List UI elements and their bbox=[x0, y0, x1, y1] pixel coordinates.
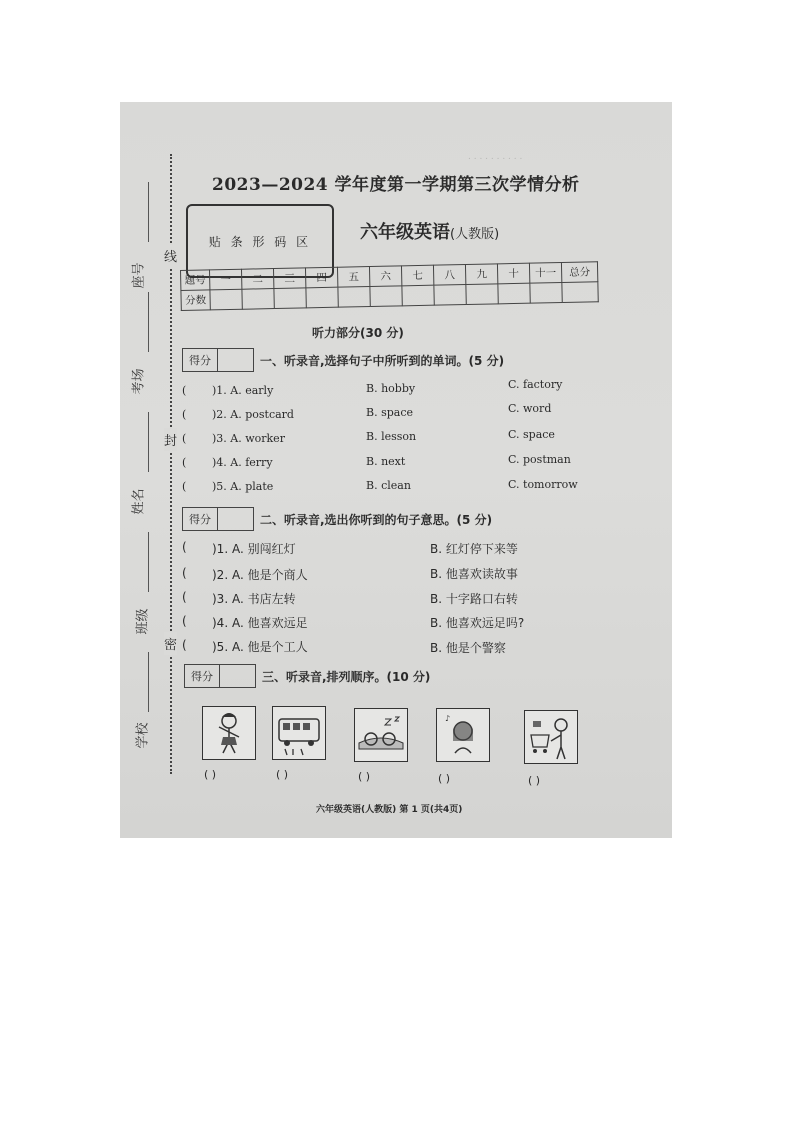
exam-title: 2023—2024 学年度第一学期第三次学情分析 bbox=[212, 175, 580, 195]
score-cell[interactable] bbox=[210, 289, 242, 310]
question-4-b: B. next bbox=[366, 455, 406, 468]
question-paren[interactable]: ( bbox=[182, 384, 187, 397]
score-box-label: 得分 bbox=[183, 349, 218, 371]
question-5-c: C. tomorrow bbox=[508, 478, 578, 491]
question-paren[interactable]: ( bbox=[182, 480, 187, 493]
score-cell[interactable] bbox=[434, 285, 466, 306]
score-cell[interactable] bbox=[530, 283, 562, 304]
score-box-label: 得分 bbox=[185, 665, 220, 687]
ghost-text: . . . . . . . . . . bbox=[468, 152, 523, 162]
score-col: 四 bbox=[305, 267, 337, 288]
score-col: 十一 bbox=[529, 263, 561, 284]
score-cell[interactable] bbox=[242, 289, 274, 310]
question-paren[interactable]: ( bbox=[182, 408, 187, 421]
score-cell[interactable] bbox=[338, 287, 370, 308]
score-box[interactable] bbox=[182, 507, 254, 531]
score-cell[interactable] bbox=[306, 287, 338, 308]
question-2-b: B. space bbox=[366, 406, 413, 419]
question-paren[interactable]: ( bbox=[182, 638, 187, 652]
question-2-a: )2. A. postcard bbox=[212, 408, 294, 421]
score-col: 总分 bbox=[561, 262, 597, 283]
score-col: 七 bbox=[401, 265, 433, 286]
woman-shopping-cart-icon bbox=[524, 710, 578, 764]
answer-blank[interactable]: ( ) bbox=[438, 772, 451, 785]
section-3-title: 三、听录音,排列顺序。(10 分) bbox=[262, 670, 431, 684]
score-col: 八 bbox=[433, 265, 465, 286]
exam-photo bbox=[120, 102, 672, 838]
side-field-seat: 座号 bbox=[131, 262, 147, 289]
score-box[interactable] bbox=[184, 664, 256, 688]
question-2-4-b: B. 他喜欢远足吗? bbox=[430, 616, 525, 630]
score-col: 五 bbox=[337, 267, 369, 288]
girl-dancing-icon bbox=[202, 706, 256, 760]
section-2-title: 二、听录音,选出你听到的句子意思。(5 分) bbox=[260, 513, 493, 527]
subject-name: 六年级英语 bbox=[360, 222, 450, 243]
question-paren[interactable]: ( bbox=[182, 456, 187, 469]
question-2-1-b: B. 红灯停下来等 bbox=[430, 542, 518, 556]
question-3-c: C. space bbox=[508, 428, 555, 441]
score-cell[interactable] bbox=[402, 285, 434, 306]
question-4-c: C. postman bbox=[508, 453, 571, 466]
question-1-b: B. hobby bbox=[366, 382, 416, 395]
barcode-area: 贴 条 形 码 区 bbox=[186, 204, 334, 278]
question-5-b: B. clean bbox=[366, 479, 411, 492]
subject-title bbox=[360, 218, 499, 244]
side-field-name: 姓名 bbox=[131, 488, 147, 515]
listening-header: 听力部分(30 分) bbox=[312, 326, 404, 340]
answer-blank[interactable]: ( ) bbox=[204, 768, 217, 781]
question-2-5-a: )5. A. 他是个工人 bbox=[212, 640, 308, 654]
question-paren[interactable]: ( bbox=[182, 566, 187, 580]
score-cell[interactable] bbox=[466, 284, 498, 305]
answer-blank[interactable]: ( ) bbox=[276, 768, 289, 781]
svg-text:♪: ♪ bbox=[445, 714, 451, 723]
score-col: 六 bbox=[369, 266, 401, 287]
side-field-room: 考场 bbox=[131, 368, 147, 395]
question-2-4-a: )4. A. 他喜欢远足 bbox=[212, 616, 308, 630]
question-2-2-b: B. 他喜欢读故事 bbox=[430, 567, 518, 581]
score-col: 十 bbox=[497, 263, 529, 284]
score-cell[interactable] bbox=[370, 286, 402, 307]
side-field-class: 班级 bbox=[135, 608, 151, 635]
question-paren[interactable]: ( bbox=[182, 540, 187, 554]
page-footer: 六年级英语(人教版) 第 1 页(共4页) bbox=[316, 805, 463, 815]
question-4-a: )4. A. ferry bbox=[212, 456, 273, 469]
question-3-a: )3. A. worker bbox=[212, 432, 285, 445]
answer-blank[interactable]: ( ) bbox=[528, 774, 541, 787]
subject-edition: (人教版) bbox=[450, 227, 500, 242]
question-1-c: C. factory bbox=[508, 378, 563, 391]
question-2-c: C. word bbox=[508, 402, 552, 415]
score-row-label: 分数 bbox=[181, 290, 210, 311]
question-2-3-b: B. 十字路口右转 bbox=[430, 592, 518, 606]
question-3-b: B. lesson bbox=[366, 430, 417, 443]
score-row-label: 题号 bbox=[181, 270, 210, 291]
score-cell[interactable] bbox=[498, 283, 530, 304]
score-cell[interactable] bbox=[562, 282, 598, 303]
score-cell[interactable] bbox=[274, 288, 306, 309]
seal-char-feng: 封 bbox=[164, 428, 177, 451]
score-col: 二 bbox=[241, 269, 273, 290]
question-paren[interactable]: ( bbox=[182, 432, 187, 445]
score-box[interactable] bbox=[182, 348, 254, 372]
score-col: 三 bbox=[273, 268, 305, 289]
score-col: 一 bbox=[210, 269, 242, 290]
question-2-5-b: B. 他是个警察 bbox=[430, 641, 506, 655]
seal-char-xian: 线 bbox=[164, 244, 177, 267]
side-blank-line bbox=[148, 292, 149, 352]
kids-sleeping-icon bbox=[354, 708, 408, 762]
seal-char-mi: 密 bbox=[164, 632, 177, 655]
side-blank-line bbox=[148, 182, 149, 242]
girl-singing-icon bbox=[436, 708, 490, 762]
section-1-title: 一、听录音,选择句子中所听到的单词。(5 分) bbox=[260, 354, 505, 368]
score-box-label: 得分 bbox=[183, 508, 218, 530]
side-blank-line bbox=[148, 412, 149, 472]
side-field-school: 学校 bbox=[135, 722, 151, 749]
bus-icon bbox=[272, 706, 326, 760]
question-1-a: )1. A. early bbox=[212, 384, 274, 397]
question-2-1-a: )1. A. 别闯红灯 bbox=[212, 542, 296, 556]
question-paren[interactable]: ( bbox=[182, 590, 187, 604]
question-5-a: )5. A. plate bbox=[212, 480, 274, 493]
question-2-3-a: )3. A. 书店左转 bbox=[212, 592, 296, 606]
side-blank-line bbox=[148, 652, 149, 712]
score-col: 九 bbox=[465, 264, 497, 285]
answer-blank[interactable]: ( ) bbox=[358, 770, 371, 783]
question-2-2-a: )2. A. 他是个商人 bbox=[212, 568, 308, 582]
score-table bbox=[180, 261, 599, 311]
question-paren[interactable]: ( bbox=[182, 614, 187, 628]
side-blank-line bbox=[148, 532, 149, 592]
